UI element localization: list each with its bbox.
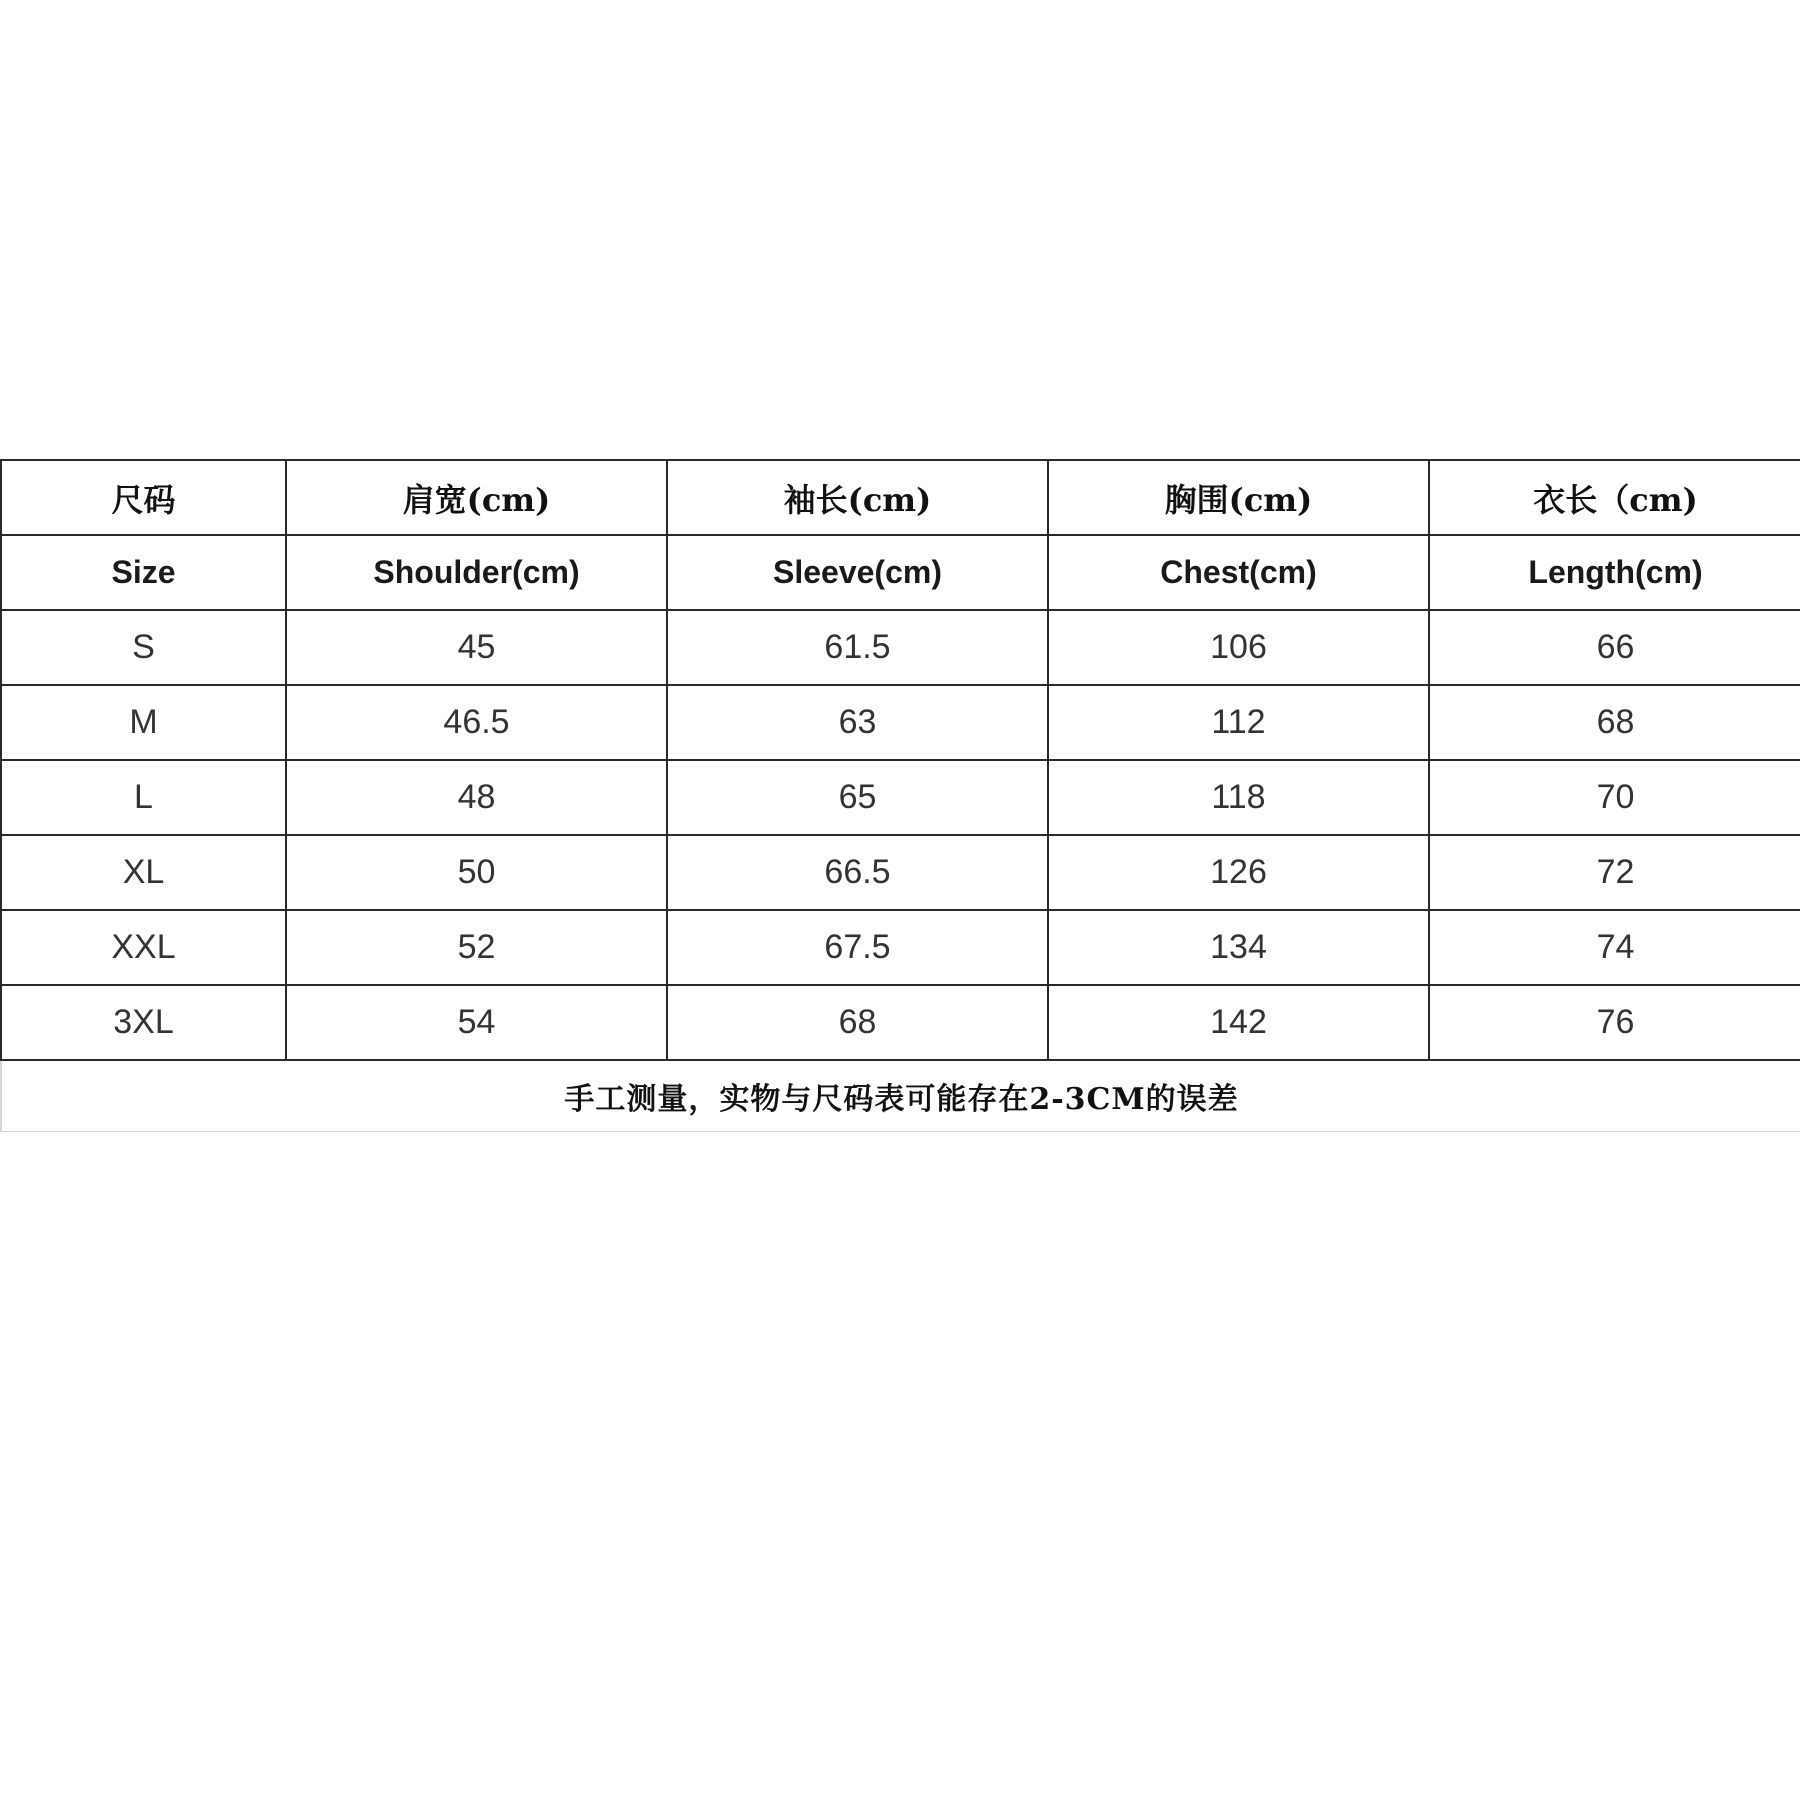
length-cell: 70 (1429, 760, 1800, 835)
size-cell: S (1, 610, 286, 685)
table-row (1, 610, 1800, 685)
chest-cell: 106 (1048, 610, 1429, 685)
table-row (1, 685, 1800, 760)
chest-cell: 126 (1048, 835, 1429, 910)
header-en-size: Size (1, 535, 286, 610)
shoulder-cell: 46.5 (286, 685, 667, 760)
header-en-length: Length(cm) (1429, 535, 1800, 610)
header-en-shoulder: Shoulder(cm) (286, 535, 667, 610)
length-cell: 72 (1429, 835, 1800, 910)
measurement-note: 手工测量，实物与尺码表可能存在2-3CM的误差 (1, 1060, 1800, 1132)
measurement-note-row (1, 1060, 1800, 1132)
size-cell: XL (1, 835, 286, 910)
shoulder-cell: 45 (286, 610, 667, 685)
length-cell: 76 (1429, 985, 1800, 1060)
header-row-english (1, 535, 1800, 610)
header-en-sleeve: Sleeve(cm) (667, 535, 1048, 610)
chest-cell: 142 (1048, 985, 1429, 1060)
header-cn-size: 尺码 (1, 460, 286, 535)
header-cn-chest: 胸围(cm) (1048, 460, 1429, 535)
shoulder-cell: 48 (286, 760, 667, 835)
table-row (1, 835, 1800, 910)
sleeve-cell: 61.5 (667, 610, 1048, 685)
chest-cell: 134 (1048, 910, 1429, 985)
shoulder-cell: 54 (286, 985, 667, 1060)
header-cn-sleeve: 袖长(cm) (667, 460, 1048, 535)
chest-cell: 112 (1048, 685, 1429, 760)
sleeve-cell: 63 (667, 685, 1048, 760)
length-cell: 68 (1429, 685, 1800, 760)
header-cn-shoulder: 肩宽(cm) (286, 460, 667, 535)
chest-cell: 118 (1048, 760, 1429, 835)
header-en-chest: Chest(cm) (1048, 535, 1429, 610)
table-row (1, 760, 1800, 835)
size-cell: L (1, 760, 286, 835)
size-cell: 3XL (1, 985, 286, 1060)
size-cell: M (1, 685, 286, 760)
header-cn-length: 衣长（cm) (1429, 460, 1800, 535)
sleeve-cell: 68 (667, 985, 1048, 1060)
length-cell: 74 (1429, 910, 1800, 985)
size-chart-table (0, 459, 1800, 1132)
size-cell: XXL (1, 910, 286, 985)
table-row (1, 985, 1800, 1060)
sleeve-cell: 67.5 (667, 910, 1048, 985)
shoulder-cell: 52 (286, 910, 667, 985)
table-row (1, 910, 1800, 985)
sleeve-cell: 66.5 (667, 835, 1048, 910)
sleeve-cell: 65 (667, 760, 1048, 835)
shoulder-cell: 50 (286, 835, 667, 910)
length-cell: 66 (1429, 610, 1800, 685)
header-row-chinese (1, 460, 1800, 535)
